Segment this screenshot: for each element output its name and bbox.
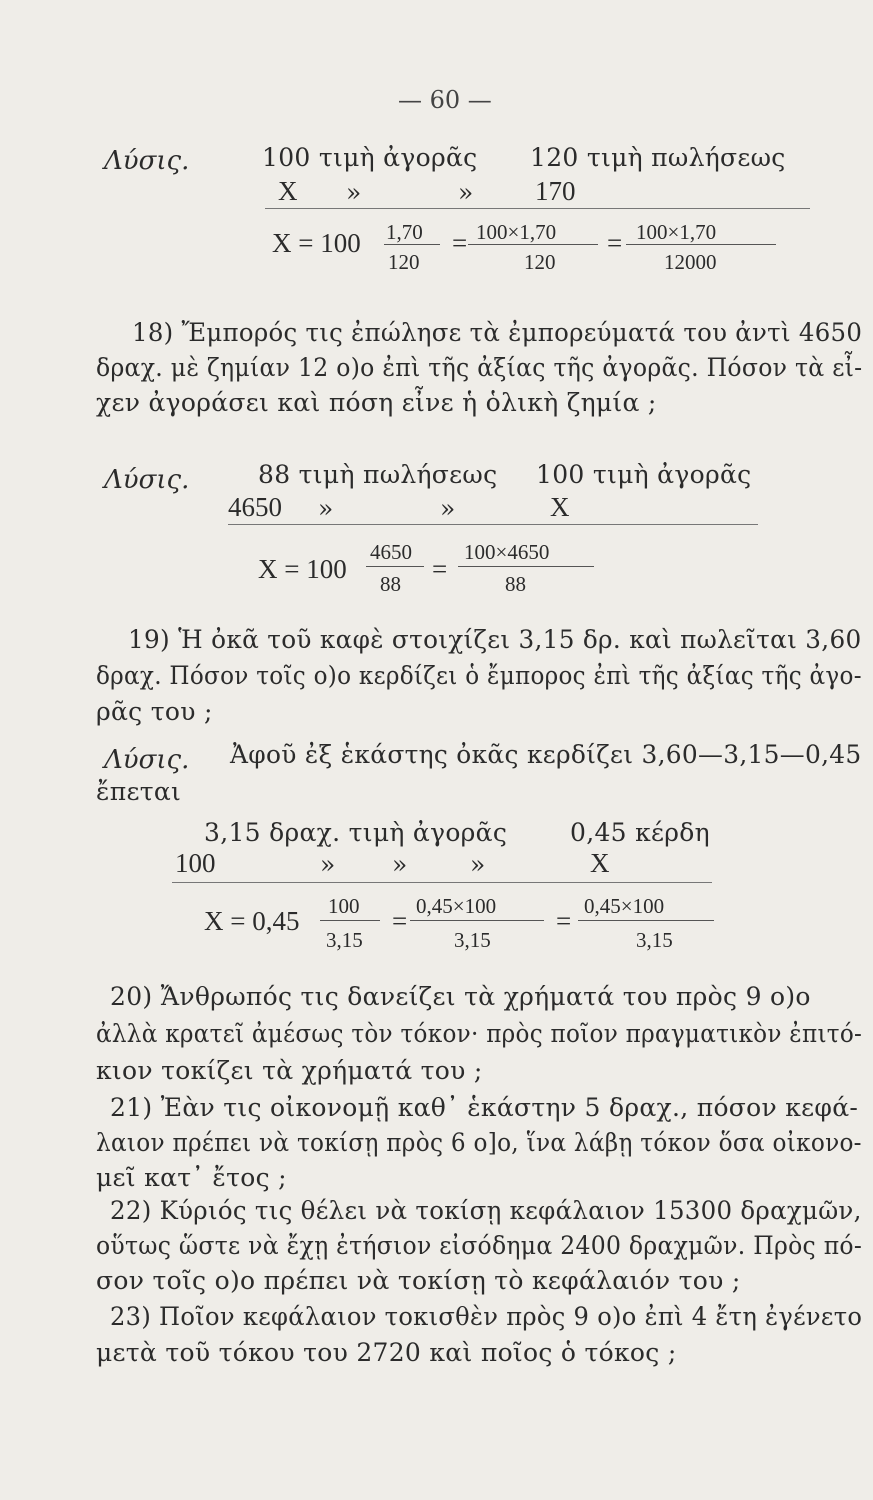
fraction-denominator: 3,15 [454,928,491,952]
fraction-bar [320,920,380,921]
proportion-row-1-right: 100 τιμὴ ἀγορᾶς [536,460,752,489]
equals-sign: = [607,228,623,258]
fraction-numerator: 4650 [370,540,412,564]
solution-intro: ἔπεται [96,777,182,806]
equals-sign: = [556,906,572,936]
equation-lhs: X = 100 [258,554,347,584]
fraction-bar [578,920,714,921]
proportion-row-2-left: 100 [175,848,216,878]
fraction-denominator: 3,15 [636,928,673,952]
proportion-row-2-right: X [590,848,610,878]
proportion-row-1-left: 3,15 δραχ. τιμὴ ἀγορᾶς [204,818,508,847]
fraction-denominator: 120 [388,250,420,274]
problem-line: οὕτως ὥστε νὰ ἔχῃ ἐτήσιον εἰσόδημα 2400 δραχμῶν. Πρὸς πό- [96,1231,863,1260]
fraction-numerator: 100×4650 [464,540,550,564]
fraction-numerator: 100×1,70 [476,220,557,244]
proportion-row-2-right: 170 [535,176,576,206]
solution-intro: Ἀφοῦ ἐξ ἑκάστης ὀκᾶς κερδίζει 3,60—3,15—0,45 [230,740,862,769]
fraction-bar [468,244,598,245]
solution-label: Λύσις. [104,745,190,775]
fraction-numerator: 1,70 [386,220,423,244]
fraction-bar [410,920,544,921]
problem-line: μετὰ τοῦ τόκου του 2720 καὶ ποῖος ὁ τόκος ; [96,1338,677,1367]
proportion-row-1-right: 120 τιμὴ πωλήσεως [530,143,786,172]
problem-line: 19) Ἡ ὀκᾶ τοῦ καφὲ στοιχίζει 3,15 δρ. καὶ πωλεῖται 3,60 [128,625,862,654]
problem-line: 22) Κύριός τις θέλει νὰ τοκίσῃ κεφάλαιον 15300 δραχμῶν, [110,1196,862,1225]
equals-sign: = [392,906,408,936]
equation-lhs: X = 100 [272,228,361,258]
equals-sign: = [432,554,448,584]
fraction-denominator: 88 [380,572,401,596]
equation-lhs: X = 0,45 [204,906,300,936]
fraction-numerator: 100×1,70 [636,220,717,244]
proportion-row-2-left: X [278,176,298,206]
proportion-row-2-right: X [550,492,570,522]
divider-line [228,524,758,525]
problem-line: 20) Ἄνθρωπός τις δανείζει τὰ χρήματά του πρὸς 9 ο)ο [110,982,811,1011]
ditto-mark: » [320,850,336,879]
ditto-mark: » [470,850,486,879]
page-number: — 60 — [398,86,492,114]
ditto-mark: » [440,494,456,523]
fraction-bar [626,244,776,245]
fraction-denominator: 3,15 [326,928,363,952]
proportion-row-2-left: 4650 [228,492,282,522]
proportion-row-1-left: 100 τιμὴ ἀγορᾶς [262,143,478,172]
problem-line: ἀλλὰ κρατεῖ ἀμέσως τὸν τόκον· πρὸς ποῖον πραγματικὸν ἐπιτό- [96,1019,863,1048]
fraction-denominator: 88 [505,572,526,596]
fraction-denominator: 120 [524,250,556,274]
ditto-mark: » [346,178,362,207]
problem-line: δραχ. μὲ ζημίαν 12 ο)ο ἐπὶ τῆς ἀξίας τῆς ἀγορᾶς. Πόσον τὰ εἶ- [96,353,863,382]
ditto-mark: » [458,178,474,207]
ditto-mark: » [392,850,408,879]
proportion-row-1-right: 0,45 κέρδη [570,818,710,847]
fraction-bar [458,566,594,567]
equals-sign: = [452,228,468,258]
proportion-row-1-left: 88 τιμὴ πωλήσεως [258,460,498,489]
fraction-numerator: 0,45×100 [416,894,497,918]
fraction-numerator: 100 [328,894,360,918]
problem-line: 18) Ἔμπορός τις ἐπώλησε τὰ ἐμπορεύματά του ἀντὶ 4650 [132,318,863,347]
fraction-bar [366,566,424,567]
fraction-numerator: 0,45×100 [584,894,665,918]
problem-line: 21) Ἐὰν τις οἰκονομῇ καθ᾿ ἑκάστην 5 δραχ., πόσον κεφά- [110,1093,859,1122]
divider-line [172,882,712,883]
divider-line [265,208,810,209]
problem-line: δραχ. Πόσον τοῖς ο)ο κερδίζει ὁ ἔμπορος ἐπὶ τῆς ἀξίας τῆς ἀγο- [96,661,862,690]
problem-line: ρᾶς του ; [96,697,213,726]
problem-line: χεν ἀγοράσει καὶ πόση εἶνε ἡ ὁλικὴ ζημία ; [96,388,657,417]
fraction-denominator: 12000 [664,250,717,274]
problem-line: λαιον πρέπει νὰ τοκίσῃ πρὸς 6 ο]ο, ἵνα λάβῃ τόκον ὅσα οἰκονο- [96,1128,862,1157]
ditto-mark: » [318,494,334,523]
solution-label: Λύσις. [104,465,190,495]
problem-line: σον τοῖς ο)ο πρέπει νὰ τοκίσῃ τὸ κεφάλαιόν του ; [96,1266,741,1295]
problem-line: κιον τοκίζει τὰ χρήματά του ; [96,1056,483,1085]
fraction-bar [384,244,440,245]
problem-line: 23) Ποῖον κεφάλαιον τοκισθὲν πρὸς 9 ο)ο ἐπὶ 4 ἔτη ἐγένετο [110,1302,863,1331]
problem-line: μεῖ κατ᾿ ἔτος ; [96,1163,287,1192]
solution-label: Λύσις. [104,146,190,176]
